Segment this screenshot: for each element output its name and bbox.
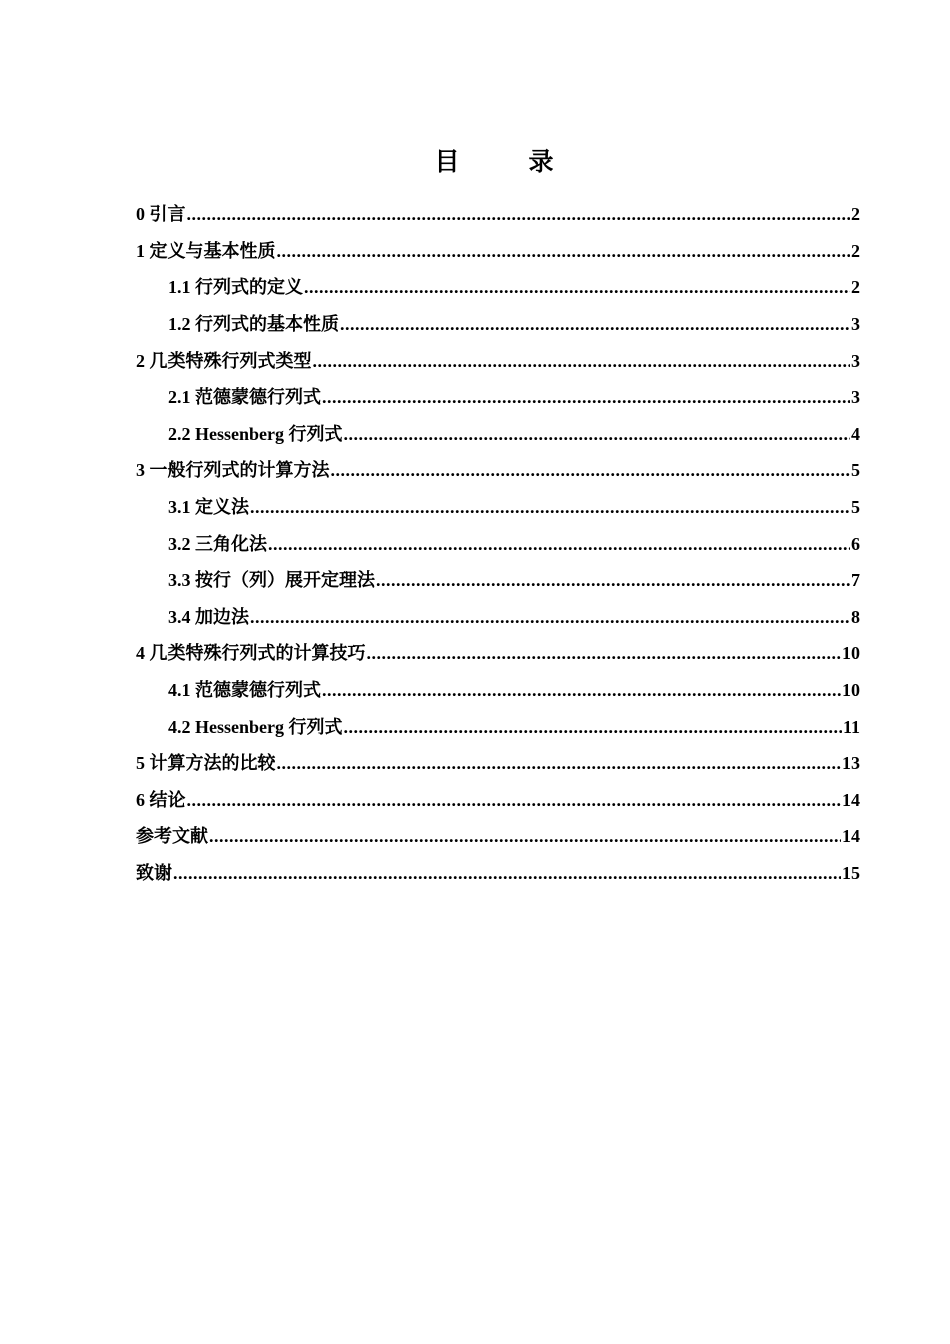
- toc-dot-leader: [340, 313, 850, 335]
- toc-entry-page: 5: [851, 497, 860, 518]
- toc-entry-label: 3 一般行列式的计算方法: [136, 460, 330, 481]
- toc-entry-page: 7: [851, 570, 860, 591]
- toc-entry-label: 1.2 行列式的基本性质: [168, 314, 339, 335]
- toc-entry[interactable]: [136, 452, 860, 489]
- toc-entry-page: 14: [842, 826, 860, 847]
- toc-entry-label: 3.2 三角化法: [168, 533, 267, 554]
- toc-entry-page: 8: [851, 606, 860, 627]
- toc-entry[interactable]: [136, 818, 860, 855]
- toc-dot-leader: [313, 350, 851, 372]
- toc-entry-label: 3.1 定义法: [168, 497, 249, 518]
- toc-dot-leader: [250, 496, 850, 518]
- toc-dot-leader: [376, 569, 850, 591]
- toc-entry-label: 2 几类特殊行列式类型: [136, 350, 312, 371]
- toc-entry-label: 6 结论: [136, 789, 186, 810]
- toc-entry[interactable]: [136, 525, 860, 562]
- toc-dot-leader: [344, 423, 851, 445]
- toc-entry[interactable]: [136, 635, 860, 672]
- toc-dot-leader: [187, 789, 842, 811]
- toc-entry[interactable]: [136, 855, 860, 892]
- toc-entry[interactable]: [136, 782, 860, 819]
- toc-entry-page: 2: [851, 204, 860, 225]
- toc-entry[interactable]: [136, 489, 860, 526]
- toc-entry-page: 15: [842, 862, 860, 883]
- toc-entry-page: 2: [851, 240, 860, 261]
- toc-dot-leader: [322, 679, 841, 701]
- toc-dot-leader: [187, 203, 851, 225]
- toc-entry-label: 2.1 范德蒙德行列式: [168, 387, 321, 408]
- toc-entry-page: 10: [842, 680, 860, 701]
- toc-dot-leader: [322, 386, 850, 408]
- toc-entry-page: 2: [851, 277, 860, 298]
- toc-entry[interactable]: [136, 306, 860, 343]
- toc-entry-label: 4 几类特殊行列式的计算技巧: [136, 643, 366, 664]
- toc-dot-leader: [250, 606, 850, 628]
- toc-entry[interactable]: [136, 196, 860, 233]
- toc-entry-label: 1 定义与基本性质: [136, 240, 276, 261]
- toc-entry-page: 5: [851, 460, 860, 481]
- toc-entry-label: 1.1 行列式的定义: [168, 277, 303, 298]
- toc-dot-leader: [367, 642, 842, 664]
- toc-entry-page: 11: [842, 716, 860, 737]
- toc-entry-page: 10: [842, 643, 860, 664]
- toc-entry[interactable]: [136, 379, 860, 416]
- toc-entry[interactable]: [136, 233, 860, 270]
- toc-dot-leader: [304, 276, 850, 298]
- toc-dot-leader: [344, 716, 842, 738]
- toc-entry[interactable]: [136, 416, 860, 453]
- toc-dot-leader: [331, 459, 851, 481]
- toc-entry-page: 3: [851, 314, 860, 335]
- toc-entry-label: 4.1 范德蒙德行列式: [168, 680, 321, 701]
- toc-entry[interactable]: [136, 745, 860, 782]
- toc-entry-label: 2.2 Hessenberg 行列式: [168, 423, 343, 444]
- toc-entry-label: 3.4 加边法: [168, 606, 249, 627]
- toc-dot-leader: [173, 862, 841, 884]
- toc-entry[interactable]: [136, 599, 860, 636]
- toc-entry-label: 0 引言: [136, 204, 186, 225]
- toc-entry-label: 5 计算方法的比较: [136, 753, 276, 774]
- toc-entry-label: 3.3 按行（列）展开定理法: [168, 570, 375, 591]
- toc-entry[interactable]: [136, 269, 860, 306]
- toc-entry-page: 4: [851, 423, 860, 444]
- toc-entry-page: 3: [851, 387, 860, 408]
- toc-entry[interactable]: [136, 672, 860, 709]
- toc-dot-leader: [209, 825, 841, 847]
- toc-dot-leader: [277, 752, 842, 774]
- toc-entry-page: 14: [842, 789, 860, 810]
- toc-entry-page: 13: [842, 753, 860, 774]
- toc-entry-page: 6: [851, 533, 860, 554]
- toc-entry[interactable]: [136, 342, 860, 379]
- toc-entry[interactable]: [136, 562, 860, 599]
- table-of-contents: [136, 196, 860, 891]
- toc-title: 目 录: [434, 149, 576, 176]
- toc-entry[interactable]: [136, 708, 860, 745]
- toc-entry-label: 参考文献: [136, 826, 208, 847]
- toc-entry-page: 3: [851, 350, 860, 371]
- toc-dot-leader: [277, 240, 851, 262]
- toc-entry-label: 致谢: [136, 862, 172, 883]
- toc-entry-label: 4.2 Hessenberg 行列式: [168, 716, 343, 737]
- toc-dot-leader: [268, 533, 850, 555]
